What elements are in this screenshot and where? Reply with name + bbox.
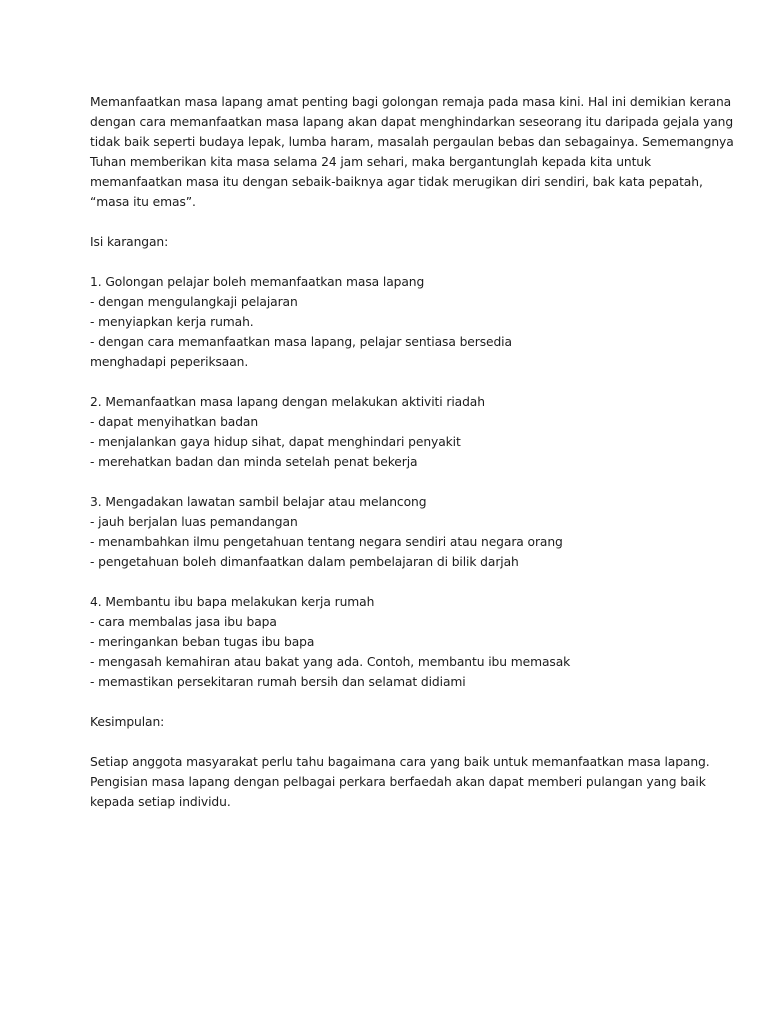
- point-1: [90, 272, 690, 372]
- point-detail: - menyiapkan kerja rumah.: [90, 315, 254, 329]
- point-detail: - dengan cara memanfaatkan masa lapang, pelajar sentiasa bersedia: [90, 335, 512, 349]
- conclusion-paragraph: [90, 752, 710, 812]
- conclusion-line: kepada setiap individu.: [90, 795, 231, 809]
- point-detail: - jauh berjalan luas pemandangan: [90, 515, 298, 529]
- spacer: [90, 472, 690, 492]
- intro-line: dengan cara memanfaatkan masa lapang akan dapat menghindarkan seseorang itu daripada gejala yang: [90, 115, 734, 129]
- point-detail: - dengan mengulangkaji pelajaran: [90, 295, 298, 309]
- point-detail: - dapat menyihatkan badan: [90, 415, 259, 429]
- point-4: [90, 592, 690, 692]
- conclusion-line: Pengisian masa lapang dengan pelbagai perkara berfaedah akan dapat memberi pulangan yang baik: [90, 775, 706, 789]
- spacer: [90, 212, 690, 232]
- point-detail: - meringankan beban tugas ibu bapa: [90, 635, 315, 649]
- intro-line: Memanfaatkan masa lapang amat penting bagi golongan remaja pada masa kini. Hal ini demikian kerana: [90, 95, 732, 109]
- point-detail: - merehatkan badan dan minda setelah penat bekerja: [90, 455, 418, 469]
- point-detail: - memastikan persekitaran rumah bersih dan selamat didiami: [90, 675, 466, 689]
- spacer: [90, 572, 690, 592]
- intro-line: tidak baik seperti budaya lepak, lumba haram, masalah pergaulan bebas dan sebagainya. Sememangnya: [90, 135, 734, 149]
- spacer: [90, 252, 690, 272]
- intro-paragraph: [90, 92, 734, 212]
- point-detail: - menambahkan ilmu pengetahuan tentang negara sendiri atau negara orang: [90, 535, 563, 549]
- point-heading: 4. Membantu ibu bapa melakukan kerja rumah: [90, 595, 375, 609]
- point-heading: 3. Mengadakan lawatan sambil belajar atau melancong: [90, 495, 427, 509]
- point-3: [90, 492, 690, 572]
- intro-line: Tuhan memberikan kita masa selama 24 jam sehari, maka bergantunglah kepada kita untuk: [90, 155, 652, 169]
- spacer: [90, 692, 690, 712]
- point-2: [90, 392, 690, 472]
- intro-line: “masa itu emas”.: [90, 195, 196, 209]
- point-detail: menghadapi peperiksaan.: [90, 355, 249, 369]
- point-heading: 2. Memanfaatkan masa lapang dengan melakukan aktiviti riadah: [90, 395, 485, 409]
- point-detail: - menjalankan gaya hidup sihat, dapat menghindari penyakit: [90, 435, 461, 449]
- point-detail: - mengasah kemahiran atau bakat yang ada. Contoh, membantu ibu memasak: [90, 655, 571, 669]
- body-heading: Isi karangan:: [90, 235, 169, 249]
- intro-line: memanfaatkan masa itu dengan sebaik-baiknya agar tidak merugikan diri sendiri, bak kata pepatah,: [90, 175, 703, 189]
- conclusion-heading: Kesimpulan:: [90, 715, 165, 729]
- point-heading: 1. Golongan pelajar boleh memanfaatkan masa lapang: [90, 275, 425, 289]
- conclusion-line: Setiap anggota masyarakat perlu tahu bagaimana cara yang baik untuk memanfaatkan masa lapang.: [90, 755, 710, 769]
- point-detail: - pengetahuan boleh dimanfaatkan dalam pembelajaran di bilik darjah: [90, 555, 519, 569]
- spacer: [90, 732, 690, 752]
- document-page: [90, 92, 734, 812]
- spacer: [90, 372, 690, 392]
- point-detail: - cara membalas jasa ibu bapa: [90, 615, 277, 629]
